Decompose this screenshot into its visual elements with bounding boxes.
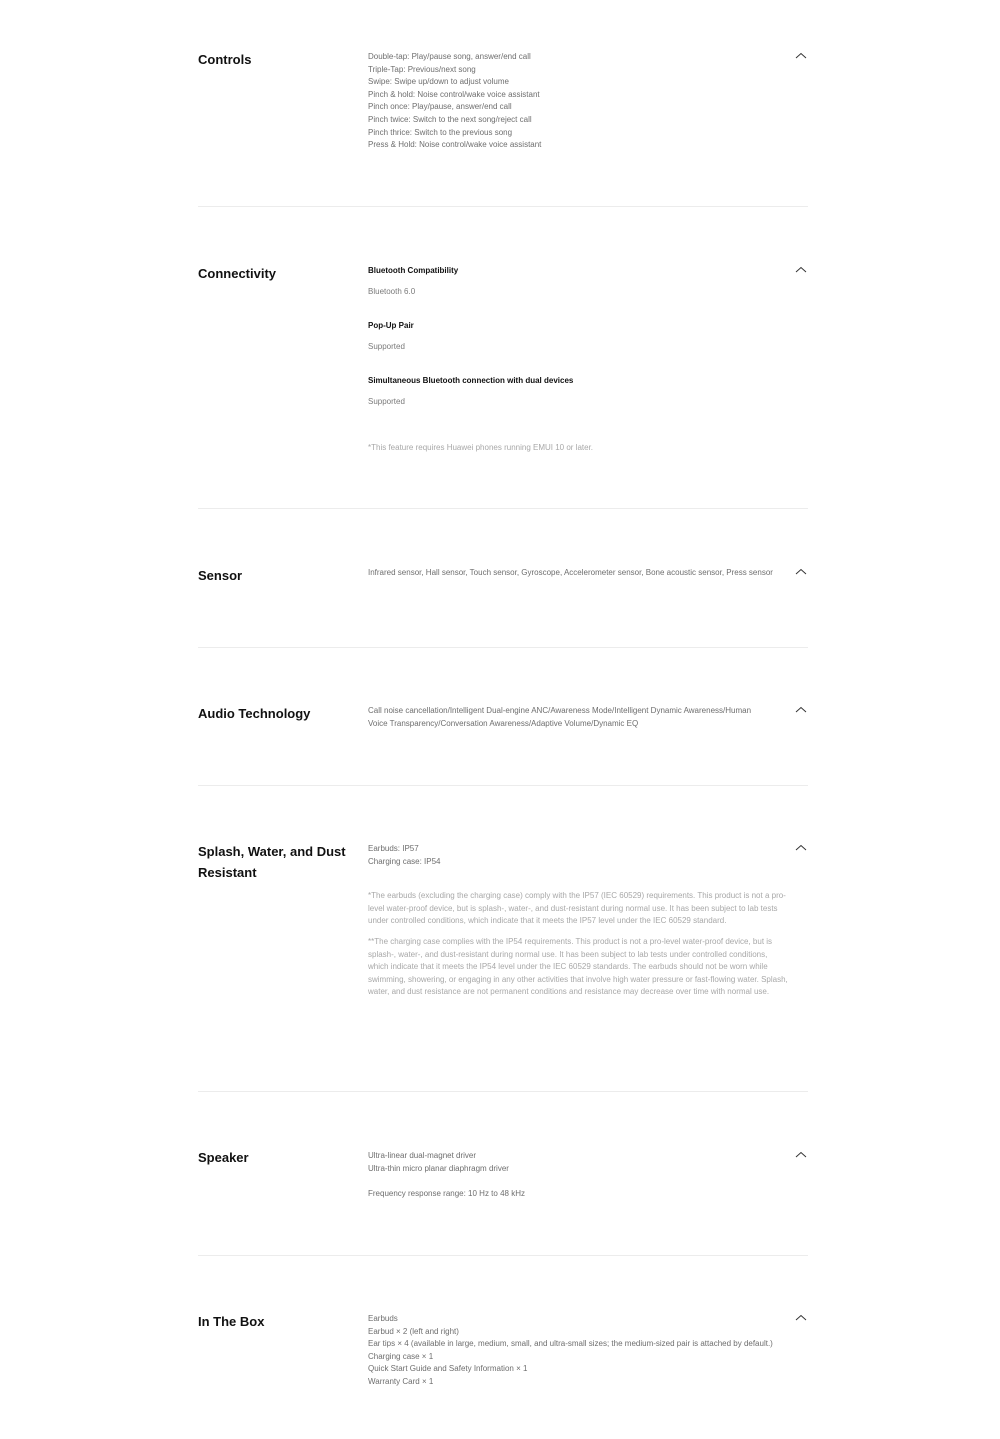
spec-line: Press & Hold: Noise control/wake voice assistant bbox=[368, 140, 542, 150]
section-content bbox=[368, 51, 788, 152]
section-title: Splash, Water, and Dust Resistant bbox=[198, 844, 346, 880]
section-content bbox=[368, 265, 788, 455]
spec-subheading: Pop-Up Pair bbox=[368, 321, 414, 330]
spec-line: Ultra-linear dual-magnet driver bbox=[368, 1151, 477, 1160]
section-title: Speaker bbox=[198, 1150, 249, 1165]
spec-line: Frequency response range: 10 Hz to 48 kHz bbox=[368, 1189, 525, 1199]
section-content bbox=[368, 705, 768, 730]
chevron-up-icon[interactable] bbox=[794, 705, 808, 715]
chevron-up-icon[interactable] bbox=[794, 265, 808, 275]
spec-subheading: Simultaneous Bluetooth connection with dual devices bbox=[368, 376, 574, 385]
spec-line: Pinch & hold: Noise control/wake voice assistant bbox=[368, 89, 540, 99]
spec-line: Ear tips × 4 (available in large, medium, small, and ultra-small sizes; the medium-sized pair is attached by default.) bbox=[368, 1339, 773, 1349]
spec-line: Earbud × 2 (left and right) bbox=[368, 1326, 459, 1336]
spec-text: Infrared sensor, Hall sensor, Touch sensor, Gyroscope, Accelerometer sensor, Bone acoustic sensor, Press sensor bbox=[368, 568, 773, 577]
spec-line: Earbuds: IP57 bbox=[368, 844, 419, 853]
spec-text: Call noise cancellation/Intelligent Dual-engine ANC/Awareness Mode/Intelligent Dynamic Awareness/Human Voice Transparency/Conversation Awareness/Adaptive Volume/Dynamic EQ bbox=[368, 706, 752, 728]
spec-footnote: *This feature requires Huawei phones running EMUI 10 or later. bbox=[368, 443, 594, 452]
spec-line: Double-tap: Play/pause song, answer/end call bbox=[368, 52, 531, 61]
spec-line: Pinch twice: Switch to the next song/reject call bbox=[368, 114, 532, 124]
spec-footnote: *The earbuds (excluding the charging case) comply with the IP57 (IEC 60529) requirements. This product is not a pro-level water-proof device, but is splash-, water-, and dust-resistant during normal use. It has been subject to lab tests under controlled conditions, which indicate that it meets the IP57 level under the IEC 60529 standard. bbox=[368, 891, 786, 926]
spec-section-audio-technology bbox=[198, 648, 808, 786]
chevron-up-icon[interactable] bbox=[794, 567, 808, 577]
spec-value: Bluetooth 6.0 bbox=[368, 287, 416, 296]
spec-line: Pinch thrice: Switch to the previous song bbox=[368, 127, 513, 137]
chevron-up-icon[interactable] bbox=[794, 1150, 808, 1160]
chevron-up-icon[interactable] bbox=[794, 51, 808, 61]
section-content bbox=[368, 1150, 788, 1201]
spec-section-sensor bbox=[198, 509, 808, 648]
spec-line: Swipe: Swipe up/down to adjust volume bbox=[368, 77, 509, 87]
spec-footnote: **The charging case complies with the IP54 requirements. This product is not a pro-level water-proof device, but is splash-, water-, and dust-resistant during normal use. It has been subject to lab tests under controlled conditions, which indicate that it meets the IP54 level under the IEC 60529 standards. The earbuds should not be worn while swimming, showering, or engaging in any other activities that involve high water pressure or fast-flowing water. Splash, water, and dust resistance are not permanent conditions and resistance may decrease over time with normal use. bbox=[368, 936, 788, 997]
section-content bbox=[368, 1313, 788, 1389]
spec-line: Warranty Card × 1 bbox=[368, 1376, 434, 1386]
spec-line: Charging case × 1 bbox=[368, 1351, 434, 1361]
spec-line: Pinch once: Play/pause, answer/end call bbox=[368, 102, 512, 112]
section-content bbox=[368, 567, 788, 580]
chevron-up-icon[interactable] bbox=[794, 843, 808, 853]
spec-value: Supported bbox=[368, 397, 405, 406]
spec-line: Quick Start Guide and Safety Information × 1 bbox=[368, 1364, 528, 1374]
spec-section-water-resistance bbox=[198, 786, 808, 1092]
spec-line: Charging case: IP54 bbox=[368, 856, 441, 866]
spec-subheading: Bluetooth Compatibility bbox=[368, 266, 459, 275]
spec-line: Ultra-thin micro planar diaphragm driver bbox=[368, 1163, 509, 1173]
section-title: In The Box bbox=[198, 1314, 265, 1329]
spec-line: Triple-Tap: Previous/next song bbox=[368, 64, 476, 74]
spec-section-controls bbox=[198, 0, 808, 207]
spec-section-speaker bbox=[198, 1092, 808, 1256]
section-title: Audio Technology bbox=[198, 706, 311, 721]
section-content bbox=[368, 843, 788, 999]
spec-value: Supported bbox=[368, 342, 405, 351]
section-title: Connectivity bbox=[198, 266, 277, 281]
chevron-up-icon[interactable] bbox=[794, 1313, 808, 1323]
section-title: Sensor bbox=[198, 568, 243, 583]
spec-section-in-the-box bbox=[198, 1256, 808, 1439]
spec-section-connectivity bbox=[198, 207, 808, 509]
spec-line: Earbuds bbox=[368, 1314, 398, 1323]
section-title: Controls bbox=[198, 52, 252, 67]
